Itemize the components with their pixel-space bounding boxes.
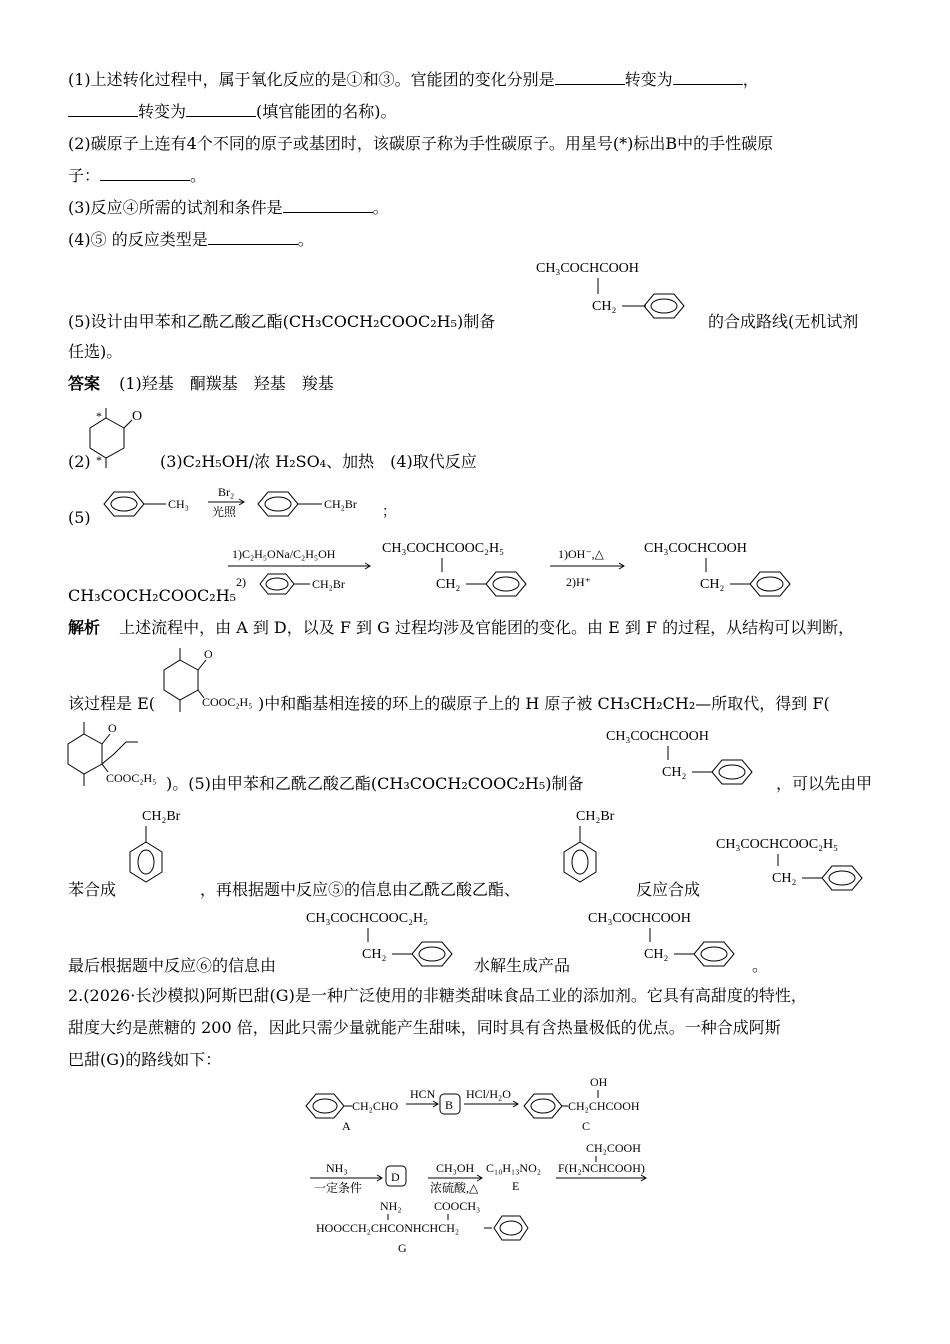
benzyl-bromide: CH₂Br (324, 497, 357, 511)
analysis-line3-a: )。(5)由甲苯和乙酰乙酸乙酯(CH₃COCH₂COOC₂H₅)制备 (166, 774, 584, 793)
svg-text:；: ； (382, 505, 396, 520)
reagent-hcl: HCl/H₂O (466, 1087, 511, 1101)
answer-blank[interactable] (555, 70, 625, 85)
chiral-star-top: * (96, 409, 102, 423)
route-ester-formula: CH₃COCHCOOC₂H₅ (382, 541, 504, 556)
answer-label: 答案 (68, 374, 101, 393)
benzene-ring-icon (412, 942, 452, 966)
structure-e (160, 644, 270, 716)
q1-part3-text-a: (3)反应④所需的试剂和条件是 (68, 198, 283, 217)
answer-part1: (1)羟基 酮羰基 羟基 羧基 (119, 374, 334, 393)
q1-part5-text-c: 任选)。 (68, 342, 123, 361)
svg-text:D: D (391, 1170, 400, 1184)
q1-part5-line1 (68, 312, 495, 332)
answer-part3-4: (3)C₂H₅OH/浓 H₂SO₄、加热 (4)取代反应 (160, 452, 477, 471)
svg-text:COOCH₃: COOCH₃ (434, 1199, 481, 1213)
svg-text:CH₂COOH: CH₂COOH (586, 1141, 641, 1155)
q1-part5-text-b: 的合成路线(无机试剂 (708, 312, 859, 331)
q1-part5-text-a: (5)设计由甲苯和乙酰乙酸乙酯(CH₃COCH₂COOC₂H₅)制备 (68, 312, 496, 331)
answer-blank[interactable] (673, 70, 743, 85)
compound-e-label: E (512, 1179, 520, 1193)
q1-part4-text-b: 。 (297, 230, 314, 249)
benzene-ring-icon (258, 492, 298, 516)
svg-text:CH₃COCHCOOH: CH₃COCHCOOH (588, 911, 691, 926)
analysis-line4-a: 苯合成 (68, 880, 117, 899)
reagent-hcn: HCN (410, 1087, 436, 1101)
benzene-ring-icon (486, 572, 526, 596)
aspartame-route-row1 (298, 1076, 678, 1138)
target-structure (530, 256, 710, 330)
q1-part3-text-b: 。 (372, 198, 389, 217)
svg-text:CH₃COCHCOOC₂H₅: CH₃COCHCOOC₂H₅ (306, 911, 428, 926)
condition-h2so4: 浓硫酸,△ (430, 1181, 479, 1195)
benzene-ring-icon (104, 492, 144, 516)
compound-a-label: A (342, 1119, 351, 1133)
q1-part2-text-c: 。 (190, 166, 207, 185)
answer-start-material: CH₃COCH₂COOC₂H₅ (68, 586, 237, 605)
analysis-line4-c: 反应合成 (636, 880, 701, 899)
answer-blank[interactable] (186, 102, 256, 117)
condition-certain: 一定条件 (314, 1181, 363, 1195)
route-condition-1: 1)C₂H₅ONa/C₂H₅OH (232, 547, 336, 561)
svg-text:CH₂: CH₂ (700, 577, 725, 592)
benzene-ring-icon (694, 942, 734, 966)
svg-text:CH₂: CH₂ (772, 871, 797, 886)
analysis-target-structure (606, 724, 776, 790)
target-top-formula: CH₃COCHCOOH (536, 261, 639, 276)
q1-part2-text-a: (2)碳原子上连有4个不同的原子或基团时，该碳原子称为手性碳原子。用星号(*)标出B中的手性碳原 (68, 134, 774, 153)
svg-text:O: O (204, 647, 213, 661)
q1-part1-text-c: ， (742, 70, 759, 89)
compound-c-label: C (582, 1119, 591, 1133)
toluene-ch3: CH₃ (168, 497, 189, 511)
structure-f (64, 718, 174, 790)
q2-line1: 2.(2026·长沙模拟)阿斯巴甜(G)是一种广泛使用的非糖类甜味食品工业的添加剂。它具有高甜度的特性， (68, 986, 807, 1005)
svg-text:COOC₂H₅: COOC₂H₅ (202, 695, 253, 709)
benzene-ring-icon (822, 866, 862, 890)
q1-part5-line2 (68, 342, 122, 362)
svg-text:NH₂: NH₂ (380, 1199, 402, 1213)
svg-text:B: B (445, 1098, 454, 1112)
svg-text:CH₂Br: CH₂Br (576, 809, 615, 824)
benzene-ring-icon (130, 842, 162, 882)
q1-part4-line (68, 230, 314, 250)
benzyl-bromide-vertical-2 (560, 806, 640, 896)
route-condition-4: 2)H⁺ (566, 575, 591, 589)
q1-part1-line1 (68, 70, 759, 90)
analysis-ester-structure-2 (306, 906, 476, 972)
q1-part1-line2 (68, 102, 397, 122)
svg-text:CH₂Br: CH₂Br (312, 577, 345, 591)
aspartame-structure-g (314, 1198, 554, 1258)
route-condition-2: 2) (236, 575, 246, 589)
svg-text:OH: OH (590, 1075, 608, 1089)
aspartame-route-row2 (306, 1138, 656, 1198)
chiral-star-bottom: * (96, 453, 102, 467)
benzene-ring-icon (750, 572, 790, 596)
analysis-line3-b: ，可以先由甲 (776, 774, 873, 793)
analysis-line5-c: 。 (752, 956, 769, 975)
q1-part1-text-d: 转变为 (138, 102, 187, 121)
answer-main-route (224, 536, 814, 606)
analysis-line2-b: )中和酯基相连接的环上的碳原子上的 H 原子被 CH₃CH₂CH₂—所取代，得到 F( (258, 694, 830, 713)
reagent-nh3: NH₃ (326, 1161, 348, 1175)
answer-part5-num: (5) (68, 508, 91, 527)
q2-line2: 甜度大约是蔗糖的 200 倍，因此只需少量就能产生甜味，同时具有含热量极低的优点。一种合成阿斯 (68, 1018, 781, 1037)
ketone-oxygen: O (132, 409, 143, 424)
q1-part1-text-b: 转变为 (624, 70, 673, 89)
q1-part3-line (68, 198, 389, 218)
analysis-acid-structure (588, 906, 748, 972)
target-ch2: CH₂ (592, 299, 617, 314)
svg-text:O: O (108, 721, 117, 735)
c-group: CH₂CHCOOH (568, 1099, 640, 1113)
route-acid-formula: CH₃COCHCOOH (644, 541, 747, 556)
g-main-chain: HOOCCH₂CHCONHCHCH₂ (316, 1221, 460, 1235)
analysis-ester-structure-1 (716, 832, 886, 894)
q1-part4-text-a: (4)⑤ 的反应类型是 (68, 230, 208, 249)
svg-text:CH₃COCHCOOH: CH₃COCHCOOH (606, 729, 709, 744)
compound-g-label: G (398, 1241, 407, 1255)
benzene-ring-icon (494, 1216, 528, 1240)
reagent-f: F(H₂NCHCOOH) (558, 1161, 645, 1175)
analysis-line5-b: 水解生成产品 (474, 956, 571, 975)
q1-part2-line2 (68, 166, 206, 186)
analysis-label: 解析 (68, 618, 101, 637)
answer-blank[interactable] (100, 166, 190, 181)
q1-part5-line1-end (708, 312, 858, 332)
svg-text:CH₂: CH₂ (644, 947, 669, 962)
a-group: CH₂CHO (352, 1099, 399, 1113)
answer-blank[interactable] (68, 102, 138, 117)
analysis-line4-b: ，再根据题中反应⑤的信息由乙酰乙酸乙酯、 (200, 880, 521, 899)
reagent-ch3oh: CH₃OH (436, 1161, 475, 1175)
benzene-ring-icon (564, 842, 596, 882)
benzene-ring-icon (644, 294, 684, 318)
benzyl-bromide-vertical-1 (126, 806, 206, 896)
reagent-br2: Br₂ (218, 485, 235, 499)
analysis-line2-a: 该过程是 E( (68, 694, 156, 713)
answer-toluene-route (96, 482, 396, 526)
analysis-line5-a: 最后根据题中反应⑥的信息由 (68, 956, 277, 975)
svg-text:COOC₂H₅: COOC₂H₅ (106, 771, 157, 785)
condition-light: 光照 (212, 505, 237, 519)
q2-line3: 巴甜(G)的路线如下： (68, 1050, 222, 1069)
q1-part1-text-e: (填官能团的名称)。 (256, 102, 397, 121)
analysis-line1: 解析 上述流程中，由 A 到 D，以及 F 到 G 过程均涉及官能团的变化。由 E 到 F 的过程，从结构可以判断， (68, 618, 855, 637)
q1-part2-line1 (68, 134, 773, 154)
answer-blank[interactable] (208, 230, 298, 245)
chiral-structure (86, 404, 156, 470)
answer-part2-num: (2) (68, 452, 91, 471)
svg-text:CH₂: CH₂ (662, 765, 687, 780)
q1-part1-text-a: (1)上述转化过程中，属于氧化反应的是①和③。官能团的变化分别是 (68, 70, 555, 89)
svg-text:CH₂: CH₂ (436, 577, 461, 592)
q1-part2-text-b: 子： (68, 166, 101, 185)
benzene-ring-icon (712, 760, 752, 784)
compound-e-formula: C₁₀H₁₃NO₂ (486, 1161, 541, 1175)
route-condition-3: 1)OH⁻,△ (558, 547, 604, 561)
svg-text:CH₂: CH₂ (362, 947, 387, 962)
benzene-ring-icon (260, 574, 294, 594)
svg-text:CH₃COCHCOOC₂H₅: CH₃COCHCOOC₂H₅ (716, 837, 838, 852)
benzene-ring-icon (306, 1094, 344, 1118)
answer-blank[interactable] (283, 198, 373, 213)
answer-line1 (68, 374, 334, 394)
benzene-ring-icon (524, 1094, 562, 1118)
svg-text:CH₂Br: CH₂Br (142, 809, 181, 824)
